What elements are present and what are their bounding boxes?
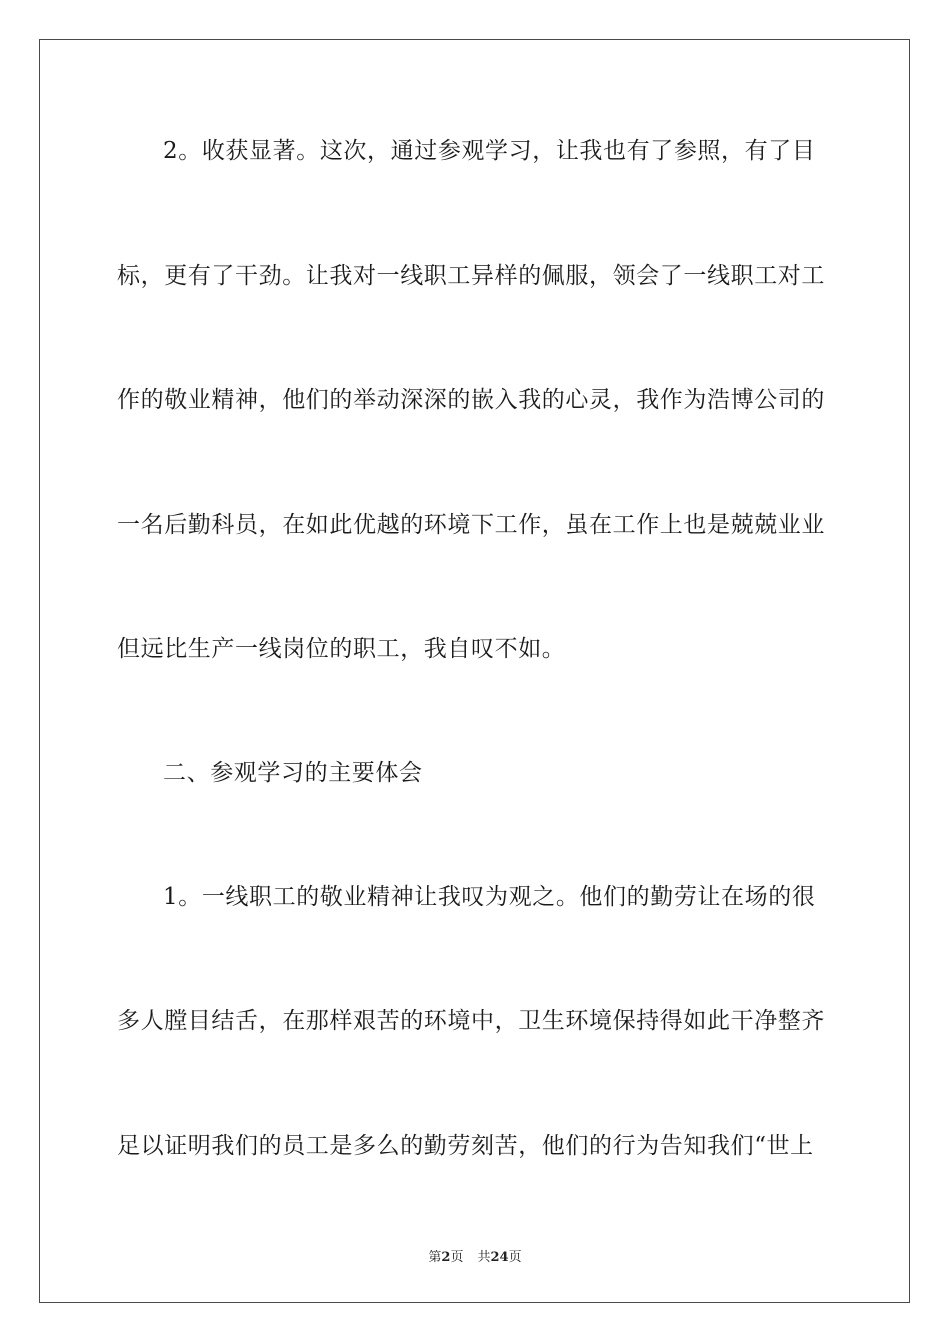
section-heading: 二、参观学习的主要体会 <box>163 760 423 786</box>
total-pages: 24 <box>490 1250 509 1265</box>
total-suffix: 页 <box>508 1250 522 1265</box>
paragraph-line-4: 一名后勤科员，在如此优越的环境下工作，虽在工作上也是兢兢业业 <box>117 512 825 538</box>
page-number: 2 <box>441 1250 451 1265</box>
page-prefix: 第 <box>428 1250 442 1265</box>
paragraph-line-8: 足以证明我们的员工是多么的勤劳刻苦，他们的行为告知我们“世上 <box>117 1133 814 1159</box>
paragraph-line-6: 1。一线职工的敬业精神让我叹为观之。他们的勤劳让在场的很 <box>163 884 816 910</box>
page-footer <box>0 1246 950 1265</box>
paragraph-line-2: 标，更有了干劲。让我对一线职工异样的佩服，领会了一线职工对工 <box>117 263 825 289</box>
paragraph-line-1: 2。收获显著。这次，通过参观学习，让我也有了参照，有了目 <box>163 138 816 164</box>
paragraph-line-7: 多人膛目结舌，在那样艰苦的环境中，卫生环境保持得如此干净整齐 <box>117 1008 825 1034</box>
page-border <box>39 39 910 1303</box>
paragraph-line-5: 但远比生产一线岗位的职工，我自叹不如。 <box>117 636 566 662</box>
total-prefix: 共 <box>477 1250 491 1265</box>
paragraph-line-3: 作的敬业精神，他们的举动深深的嵌入我的心灵，我作为浩博公司的 <box>117 387 825 413</box>
page-suffix: 页 <box>450 1250 464 1265</box>
